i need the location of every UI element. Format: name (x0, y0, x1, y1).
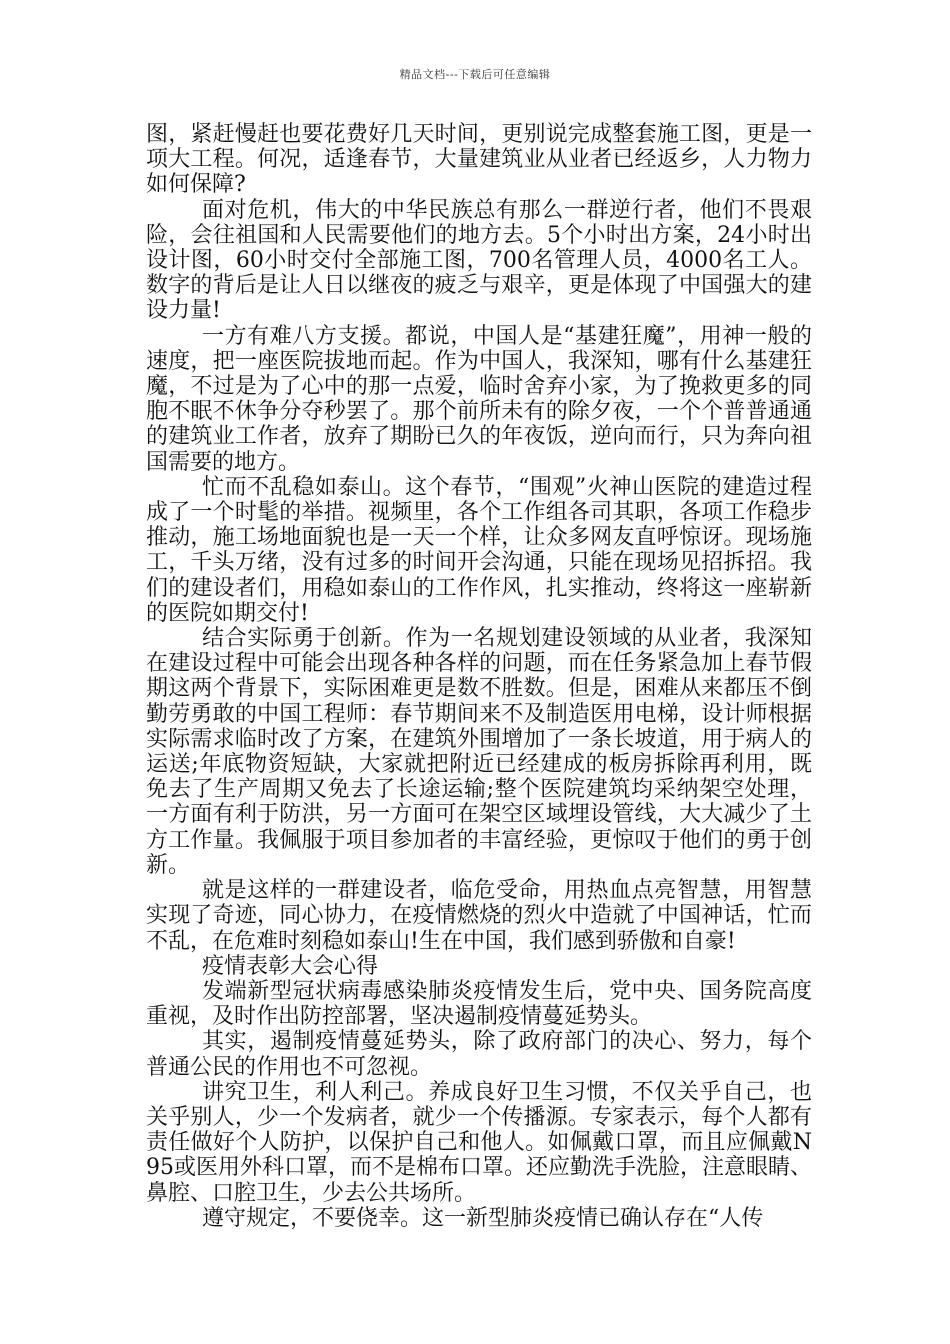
paragraph: 讲究卫生，利人利己。养成良好卫生习惯，不仅关乎自己，也关乎别人，少一个发病者，就少一个传播源。专家表示，每个人都有责任做好个人防护，以保护自己和他人。如佩戴口罩，而且应佩戴N95或医用外科口罩，而不是棉布口罩。还应勤洗手洗脸，注意眼睛、鼻腔、口腔卫生，少去公共场所。 (146, 1079, 812, 1206)
paragraph: 结合实际勇于创新。作为一名规划建设领域的从业者，我深知在建设过程中可能会出现各种各样的问题，而在任务紧急加上春节假期这两个背景下，实际困难更是数不胜数。但是，困难从来都压不倒勤劳勇敢的中国工程师：春节期间来不及制造医用电梯，设计师根据实际需求临时改了方案，在建筑外围增加了一条长坡道，用于病人的运送;年底物资短缺，大家就把附近已经建成的板房拆除再利用，既免去了生产周期又免去了长途运输;整个医院建筑均采纳架空处理，一方面有利于防洪，另一方面可在架空区域埋设管线，大大减少了土方工作量。我佩服于项目参加者的丰富经验，更惊叹于他们的勇于创新。 (146, 626, 812, 878)
paragraph: 遵守规定，不要侥幸。这一新型肺炎疫情已确认存在“人传 (202, 1205, 764, 1231)
section-title: 疫情表彰大会心得 (202, 953, 379, 979)
paragraph: 图，紧赶慢赶也要花费好几天时间，更别说完成整套施工图，更是一项大工程。何况，适逢春节，大量建筑业从业者已经返乡，人力物力如何保障? (146, 122, 812, 198)
paragraph: 面对危机，伟大的中华民族总有那么一群逆行者，他们不畏艰险，会往祖国和人民需要他们的地方去。5个小时出方案，24小时出设计图，60小时交付全部施工图，700名管理人员，4000名工人。数字的背后是让人日以继夜的疲乏与艰辛，更是体现了中国强大的建设力量! (146, 197, 812, 324)
page-header: 精品文档---下载后可任意编辑 (399, 68, 551, 81)
paragraph: 一方有难八方支援。都说，中国人是“基建狂魔”，用神一般的速度，把一座医院拔地而起。作为中国人，我深知，哪有什么基建狂魔，不过是为了心中的那一点爱，临时舍弃小家，为了挽救更多的同胞不眠不休争分夺秒罢了。那个前所未有的除夕夜，一个个普普通通的建筑业工作者，放弃了期盼已久的年夜饭，逆向而行，只为奔向祖国需要的地方。 (146, 323, 812, 475)
paragraph: 其实，遏制疫情蔓延势头，除了政府部门的决心、努力，每个普通公民的作用也不可忽视。 (146, 1029, 812, 1080)
document-body (146, 122, 812, 1231)
paragraph: 就是这样的一群建设者，临危受命，用热血点亮智慧，用智慧实现了奇迹，同心协力，在疫情燃烧的烈火中造就了中国神话，忙而不乱，在危难时刻稳如泰山!生在中国，我们感到骄傲和自豪! (146, 878, 812, 954)
paragraph: 发端新型冠状病毒感染肺炎疫情发生后，党中央、国务院高度重视，及时作出防控部署，坚决遏制疫情蔓延势头。 (146, 978, 812, 1030)
paragraph: 忙而不乱稳如泰山。这个春节，“围观”火神山医院的建造过程成了一个时髦的举措。视频里，各个工作组各司其职，各项工作稳步推动，施工场地面貌也是一天一个样，让众多网友直呼惊讶。现场施工，千头万绪，没有过多的时间开会沟通，只能在现场见招拆招。我们的建设者们，用稳如泰山的工作作风，扎实推动，终将这一座崭新的医院如期交付! (146, 474, 812, 626)
